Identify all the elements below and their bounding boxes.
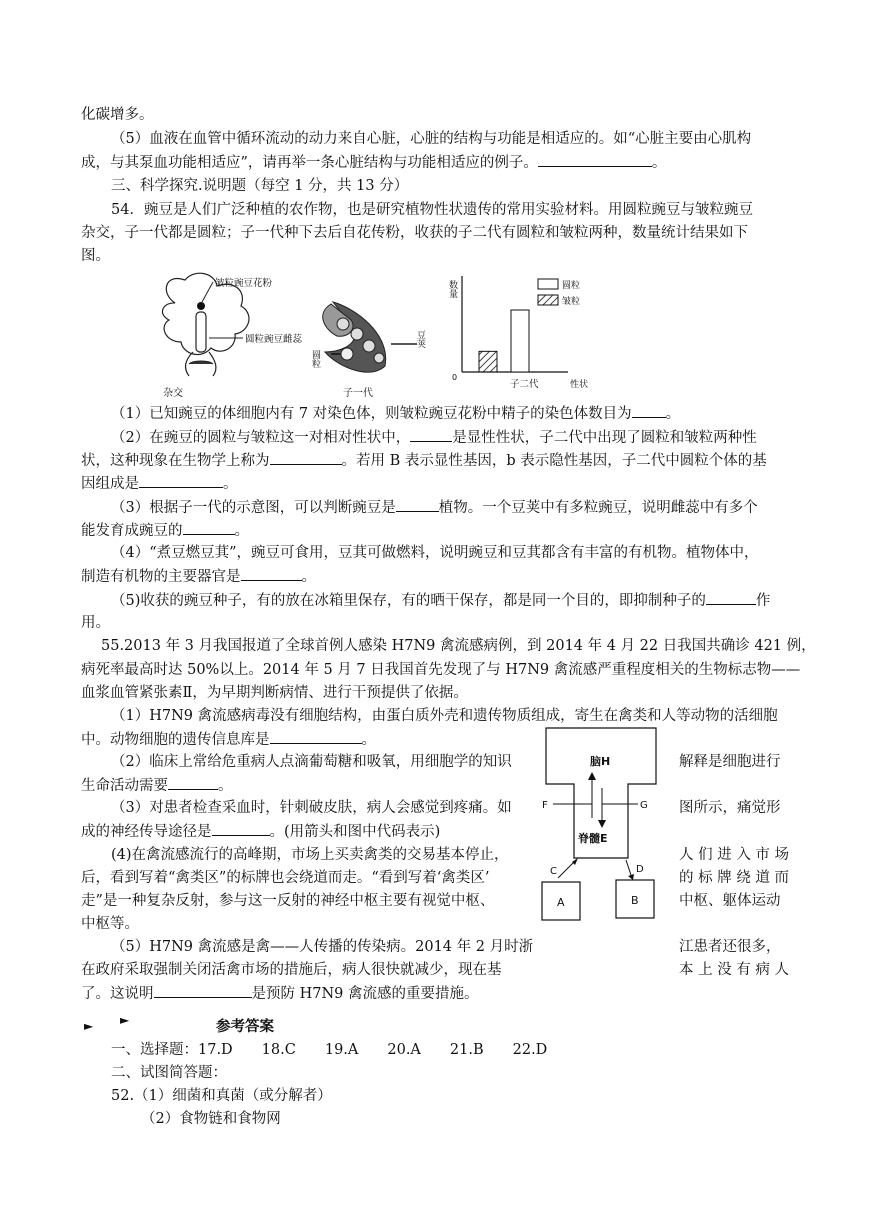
text-line: 病死率最高时达 50%以上。2014 年 5 月 7 日我国首先发现了与 H7N9 禽流感严重程度相关的生物标志物—— xyxy=(81,662,801,678)
blank[interactable] xyxy=(410,427,452,442)
text-line: 中枢、躯体运动 xyxy=(679,893,781,909)
text-line: （1）已知豌豆的体细胞内有 7 对染色体，则皱粒豌豆花粉中精子的染色体数目为 。 xyxy=(111,403,680,424)
text-line: 化碳增多。 xyxy=(81,107,154,123)
label-f1: 子一代 xyxy=(343,388,373,399)
text-line: 成的神经传导途径是 。(用箭头和图中代码表示) xyxy=(81,821,440,842)
label-pistil: 圆粒豌豆雌蕊 xyxy=(245,334,303,345)
blank[interactable] xyxy=(139,473,223,488)
text-line: 江患者还很多， xyxy=(679,939,781,955)
blank[interactable] xyxy=(270,450,342,465)
x-tick-label: 子二代 xyxy=(510,379,539,390)
text-line: 状，这种现象在生物学上称为 。若用 B 表示显性基因，b 表示隐性基因，子二代中圆粒个体的基 xyxy=(81,450,767,471)
text-line: 用。 xyxy=(81,615,110,631)
label-B: B xyxy=(631,894,639,907)
legend-label-round: 圆粒 xyxy=(562,281,581,291)
label-round-seed: 圆粒 xyxy=(310,350,320,368)
text-line: 中。动物细胞的遗传信息库是 。 xyxy=(81,729,376,750)
blank[interactable] xyxy=(154,983,252,998)
label-D: D xyxy=(636,864,644,875)
text-line: 因组成是 。 xyxy=(81,473,238,494)
text-line: 人 们 进 入 市 场 xyxy=(679,847,790,863)
blank[interactable] xyxy=(396,497,439,512)
pea-cross-figure xyxy=(155,268,425,404)
text-line: 制造有机物的主要器官是 。 xyxy=(81,566,316,587)
nerve-pathway-diagram xyxy=(532,726,672,926)
text-line: 图。 xyxy=(81,248,110,264)
text-line: 中枢等。 xyxy=(81,916,139,932)
label-A: A xyxy=(557,896,565,909)
text-line: （2）临床上常给危重病人点滴葡萄糖和吸氧，用细胞学的知识 xyxy=(111,754,512,770)
bar-round xyxy=(511,310,529,372)
answer-key-title: 参考答案 xyxy=(216,1018,274,1035)
f2-bar-chart xyxy=(447,270,600,394)
text-line: （3）对患者检查采血时，针刺破皮肤，病人会感觉到疼痛。如 xyxy=(111,800,512,816)
text-line: （1）H7N9 禽流感病毒没有细胞结构，由蛋白质外壳和遗传物质组成，寄生在禽类和人等动物的活细胞 xyxy=(111,708,778,724)
text-line: （5）血液在血管中循环流动的动力来自心脏，心脏的结构与功能是相适应的。如“心脏主要由心肌构 xyxy=(111,131,752,147)
answer-line: （2）食物链和食物网 xyxy=(141,1111,281,1127)
section-heading: 三、科学探究.说明题（每空 1 分，共 13 分） xyxy=(111,178,409,194)
text-line: 生命活动需要 。 xyxy=(81,775,233,796)
text-line: 能发育成豌豆的 。 xyxy=(81,520,249,541)
blank[interactable] xyxy=(183,520,235,535)
bullet-marker: ► xyxy=(120,1013,130,1027)
blank[interactable] xyxy=(706,590,756,605)
text-line: （5)收获的豌豆种子，有的放在冰箱里保存，有的晒干保存，都是同一个目的，即抑制种子的 作 xyxy=(111,590,770,611)
y-axis-label: 数量 xyxy=(447,280,457,298)
text-line: 杂交，子一代都是圆粒；子一代种下去后自花传粉，收获的子二代有圆粒和皱粒两种，数量统计结果如下 xyxy=(81,225,748,241)
round-seed xyxy=(341,348,353,360)
x-axis-label: 性状 xyxy=(570,380,589,390)
brain-label: 脑H xyxy=(590,755,611,768)
text-line: 图所示，痛觉形 xyxy=(679,800,781,816)
text-line: 后，看到写着“禽类区”的标牌也会绕道而走。“看到写着‘禽类区’ xyxy=(81,870,490,886)
legend-swatch-round xyxy=(538,279,558,289)
answer-line: 一、选择题：17.D 18.C 19.A 20.A 21.B 22.D xyxy=(111,1042,548,1058)
text-line: 解释是细胞进行 xyxy=(679,754,781,770)
pistil-shape xyxy=(196,312,206,352)
blank[interactable] xyxy=(632,403,666,418)
blank[interactable] xyxy=(212,821,270,836)
pollen-dot xyxy=(197,302,205,310)
text-line: 55.2013 年 3 月我国报道了全球首例人感染 H7N9 禽流感病例，到 2014 年 4 月 22 日我国共确诊 421 例， xyxy=(101,638,816,654)
blank[interactable] xyxy=(270,729,362,744)
label-pod: 豆荚 xyxy=(415,330,425,348)
blank[interactable] xyxy=(241,566,302,581)
legend-label-wrinkled: 皱粒 xyxy=(562,297,581,307)
text-line: 本 上 没 有 病 人 xyxy=(679,962,790,978)
text-line: 了。这说明 是预防 H7N9 禽流感的重要措施。 xyxy=(81,983,479,1004)
blank[interactable] xyxy=(168,775,218,790)
text-line: 在政府采取强制关闭活禽市场的措施后，病人很快就减少，现在基 xyxy=(81,962,502,978)
text-line: （4）“煮豆燃豆萁”，豌豆可食用，豆萁可做燃料，说明豌豆和豆萁都含有丰富的有机物。植物体中， xyxy=(111,545,759,561)
text-line: 成，与其泵血功能相适应”，请再举一条心脏结构与功能相适应的例子。 。 xyxy=(81,152,666,173)
label-pollen: 皱粒豌豆花粉 xyxy=(215,278,273,289)
text-line: 的 标 牌 绕 道 而 xyxy=(679,870,790,886)
legend-swatch-wrinkled xyxy=(538,295,558,305)
label-cross: 杂交 xyxy=(163,388,183,399)
bullet-marker: ► xyxy=(84,1019,94,1033)
text-line: 54．豌豆是人们广泛种植的农作物，也是研究植物性状遗传的常用实验材料。用圆粒豌豆与皱粒豌豆 xyxy=(111,202,753,218)
text-line: （5）H7N9 禽流感是禽——人传播的传染病。2014 年 2 月时浙 xyxy=(111,939,534,955)
spinal-label: 脊髓E xyxy=(578,832,608,845)
y-tick-zero: 0 xyxy=(452,373,458,382)
label-C: C xyxy=(550,866,557,877)
label-F: F xyxy=(542,800,548,811)
text-line: （2）在豌豆的圆粒与皱粒这一对相对性状中， 是显性性状，子二代中出现了圆粒和皱粒两种性 xyxy=(111,427,757,448)
answer-line: 二、试图简答题： xyxy=(111,1065,227,1081)
blank[interactable] xyxy=(538,152,652,167)
bar-wrinkled xyxy=(479,351,497,372)
text-line: （3）根据子一代的示意图，可以判断豌豆是 植物。一个豆荚中有多粒豌豆，说明雌蕊中有多个 xyxy=(111,497,758,518)
text-line: (4)在禽流感流行的高峰期，市场上买卖禽类的交易基本停止， xyxy=(111,847,509,863)
answer-line: 52.（1）细菌和真菌（或分解者） xyxy=(111,1088,332,1104)
text-line: 走”是一种复杂反射，参与这一反射的神经中枢主要有视觉中枢、 xyxy=(81,893,495,909)
pointer-line xyxy=(202,282,213,302)
text-line: 血浆血管紧张素Ⅱ，为早期判断病情、进行干预提供了依据。 xyxy=(81,685,468,701)
label-G: G xyxy=(640,800,648,811)
